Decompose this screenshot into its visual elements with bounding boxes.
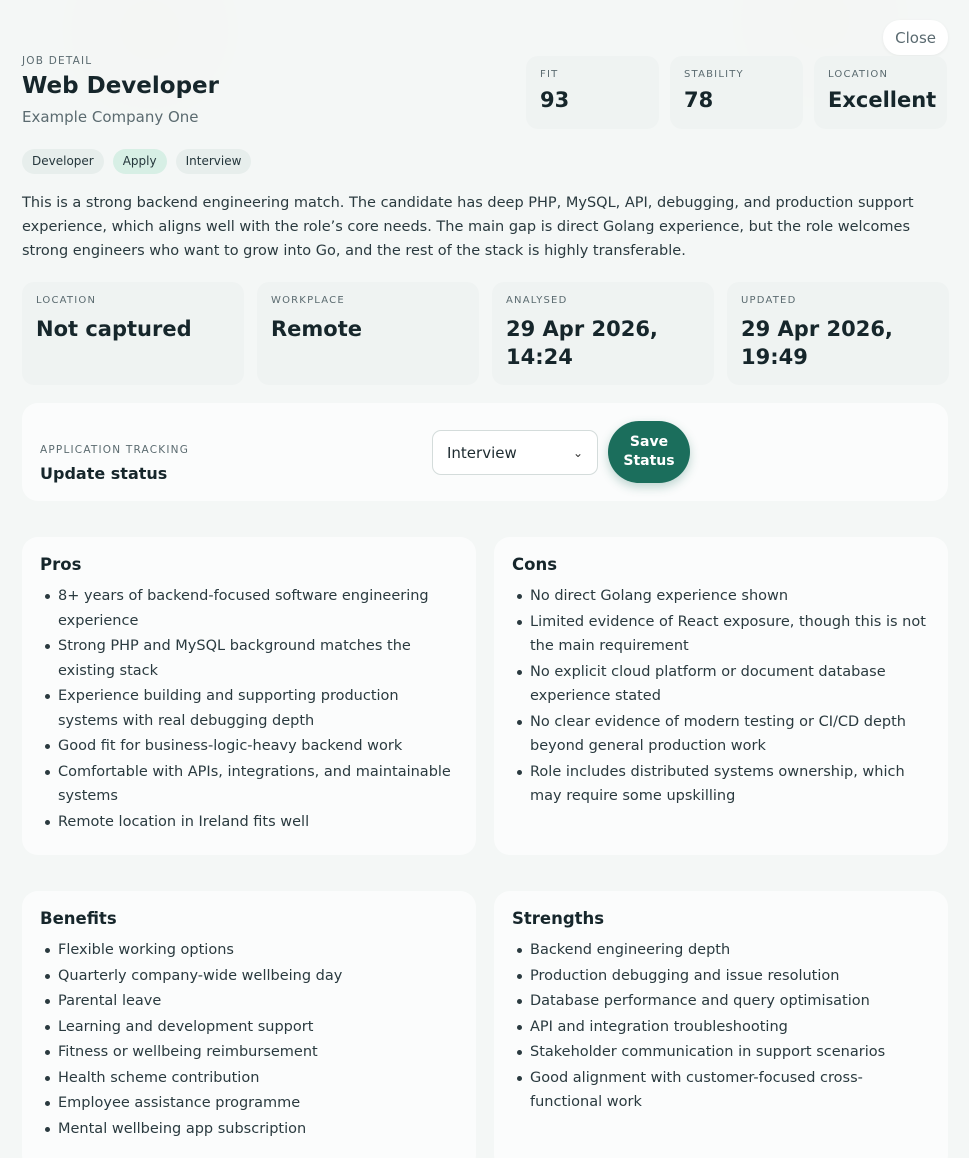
list-item: Good alignment with customer-focused cross-functional work	[512, 1066, 930, 1115]
job-detail-eyebrow: JOB DETAIL	[22, 55, 93, 67]
meta-label: UPDATED	[741, 295, 797, 306]
workplace-meta-card	[257, 282, 479, 385]
location-score-card	[814, 56, 947, 129]
tag-developer: Developer	[22, 149, 104, 174]
list-item: No explicit cloud platform or document database experience stated	[512, 660, 930, 709]
panel-title: Pros	[40, 555, 82, 574]
benefits-panel	[22, 891, 476, 1158]
list-item: Comfortable with APIs, integrations, and maintainable systems	[40, 760, 458, 809]
location-meta-card	[22, 282, 244, 385]
score-value: 78	[684, 88, 714, 112]
stability-score-card	[670, 56, 803, 129]
chevron-down-icon: ⌄	[572, 445, 583, 460]
list-item: Backend engineering depth	[512, 938, 930, 963]
cons-panel	[494, 537, 948, 855]
meta-value: 29 Apr 2026, 14:24	[506, 317, 658, 369]
pros-panel	[22, 537, 476, 855]
list-item: Fitness or wellbeing reimbursement	[40, 1040, 458, 1065]
list-item: Parental leave	[40, 989, 458, 1014]
pros-list	[40, 584, 458, 834]
list-item: Health scheme contribution	[40, 1066, 458, 1091]
score-label: FIT	[540, 69, 559, 80]
list-item: Flexible working options	[40, 938, 458, 963]
save-button-line1: Save	[629, 434, 669, 450]
list-item: Production debugging and issue resolution	[512, 964, 930, 989]
analysed-meta-card	[492, 282, 714, 385]
strengths-list	[512, 938, 930, 1115]
panel-title: Strengths	[512, 909, 605, 928]
list-item: API and integration troubleshooting	[512, 1015, 930, 1040]
tracking-eyebrow: APPLICATION TRACKING	[40, 444, 190, 456]
list-item: Strong PHP and MySQL background matches the existing stack	[40, 634, 458, 683]
meta-label: ANALYSED	[506, 295, 568, 306]
panel-title: Cons	[512, 555, 558, 574]
list-item: Mental wellbeing app subscription	[40, 1117, 458, 1142]
list-item: Database performance and query optimisation	[512, 989, 930, 1014]
meta-value: 29 Apr 2026, 19:49	[741, 317, 893, 369]
status-select-value: Interview	[447, 443, 517, 462]
strengths-panel	[494, 891, 948, 1158]
list-item: 8+ years of backend-focused software engineering experience	[40, 584, 458, 633]
score-value: Excellent	[828, 88, 937, 112]
meta-cards	[22, 282, 949, 385]
score-label: LOCATION	[828, 69, 889, 80]
list-item: Employee assistance programme	[40, 1091, 458, 1116]
list-item: No direct Golang experience shown	[512, 584, 930, 609]
list-item: Learning and development support	[40, 1015, 458, 1040]
benefits-list	[40, 938, 458, 1141]
job-header	[22, 55, 219, 126]
meta-value: Not captured	[36, 317, 192, 341]
list-item: Role includes distributed systems ownership, which may require some upskilling	[512, 760, 930, 809]
application-tracking-panel	[22, 403, 948, 501]
panel-title: Benefits	[40, 909, 117, 928]
save-status-button[interactable]	[608, 421, 690, 483]
company-name: Example Company One	[22, 108, 199, 126]
score-value: 93	[540, 88, 570, 112]
meta-label: LOCATION	[36, 295, 97, 306]
list-item: No clear evidence of modern testing or CI/CD depth beyond general production work	[512, 710, 930, 759]
tag-apply: Apply	[113, 149, 167, 174]
save-button-line2: Status	[623, 453, 675, 469]
tag-interview: Interview	[176, 149, 252, 174]
score-label: STABILITY	[684, 69, 744, 80]
list-item: Experience building and supporting production systems with real debugging depth	[40, 684, 458, 733]
meta-value: Remote	[271, 317, 363, 341]
tracking-title: Update status	[40, 464, 168, 483]
cons-list	[512, 584, 930, 809]
list-item: Stakeholder communication in support scenarios	[512, 1040, 930, 1065]
list-item: Limited evidence of React exposure, though this is not the main requirement	[512, 610, 930, 659]
meta-label: WORKPLACE	[271, 295, 345, 306]
job-title: Web Developer	[22, 73, 219, 99]
score-cards	[526, 56, 947, 129]
match-summary: This is a strong backend engineering match. The candidate has deep PHP, MySQL, API, debugging, and production support experience, which aligns well with the role’s core needs. The main gap is direct Golang experience, but the role welcomes strong engineers who want to grow into Go, and the rest of the stack is highly transferable.	[22, 195, 914, 259]
tag-list	[22, 149, 251, 174]
status-select[interactable]	[432, 430, 598, 475]
fit-score-card	[526, 56, 659, 129]
updated-meta-card	[727, 282, 949, 385]
list-item: Good fit for business-logic-heavy backend work	[40, 734, 458, 759]
close-button[interactable]: Close	[883, 20, 948, 55]
list-item: Quarterly company-wide wellbeing day	[40, 964, 458, 989]
list-item: Remote location in Ireland fits well	[40, 810, 458, 835]
